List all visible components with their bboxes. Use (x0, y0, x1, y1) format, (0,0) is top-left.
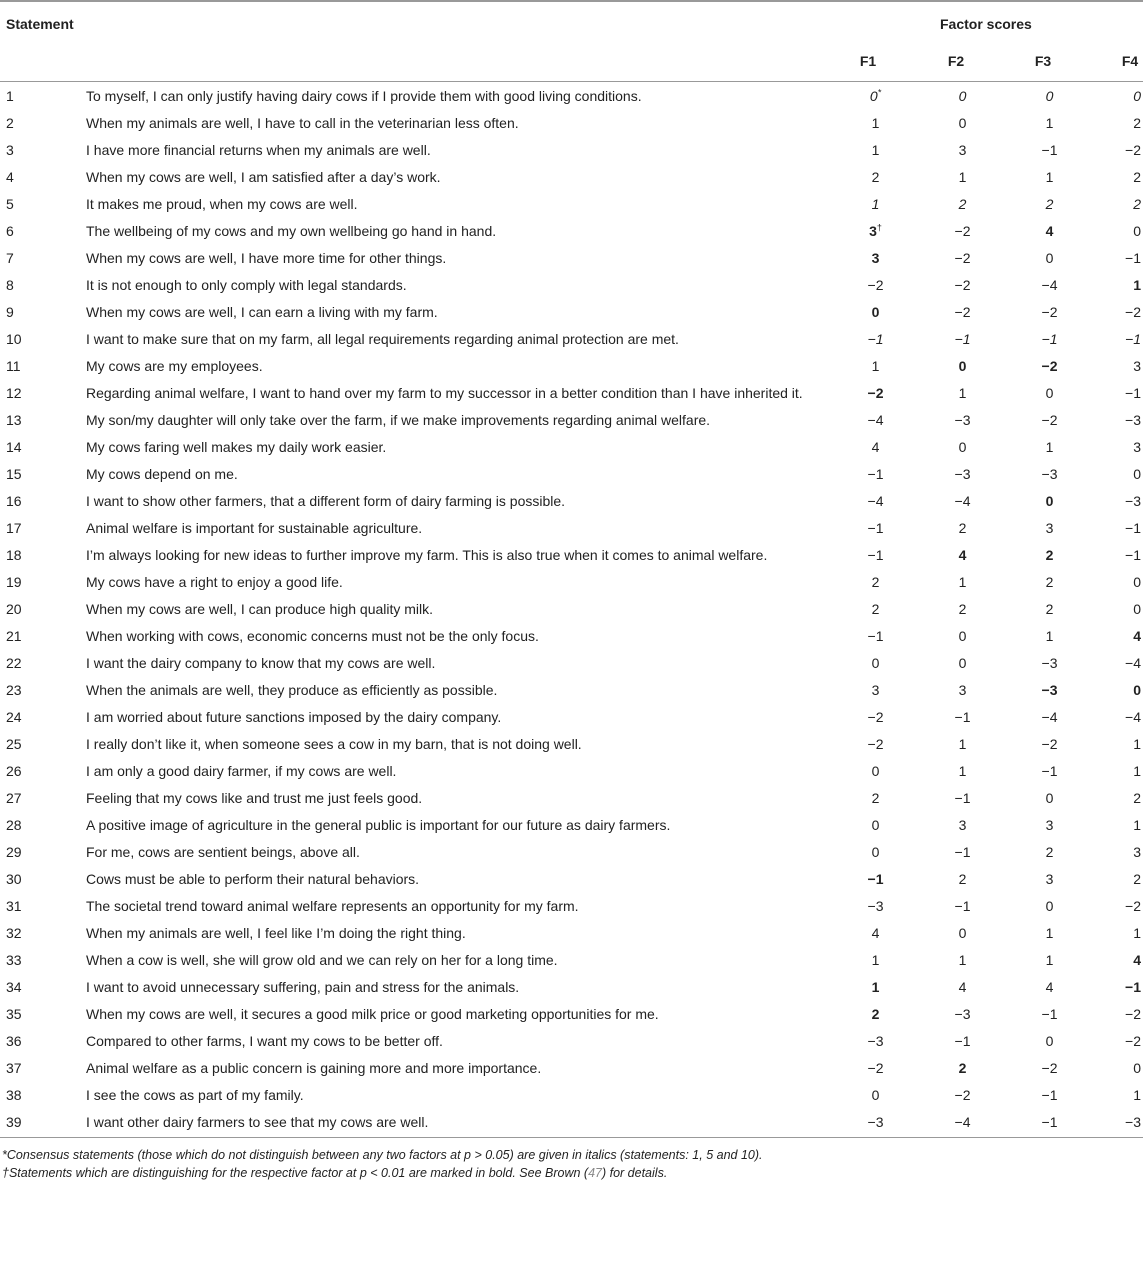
factor-score-f3: −1 (1041, 763, 1058, 779)
factor-score-f1: 0 (871, 763, 880, 779)
factor-score-f2: −3 (954, 412, 971, 428)
factor-score-f3: 0 (1045, 790, 1054, 806)
table-row (0, 1027, 1143, 1054)
table-row (0, 1108, 1143, 1135)
table-row (0, 730, 1143, 757)
factor-score-f2: −1 (954, 1033, 971, 1049)
factor-score-f4: 2 (1133, 115, 1141, 131)
footnote-marker: * (877, 87, 882, 98)
table-row (0, 190, 1143, 217)
statement-text: A positive image of agriculture in the general public is important for our future as dairy farmers. (86, 817, 671, 833)
factor-header-f4: F4 (1121, 53, 1139, 69)
factor-score-f3: 2 (1045, 196, 1054, 212)
factor-score-f2: 1 (958, 169, 967, 185)
statement-text: I want to show other farmers, that a different form of dairy farming is possible. (86, 493, 566, 509)
statement-number: 39 (6, 1114, 22, 1130)
factor-score-f2: −1 (954, 709, 971, 725)
factor-score-f3: −2 (1041, 358, 1058, 374)
factor-score-f4: 4 (1133, 952, 1141, 968)
table-row (0, 541, 1143, 568)
factor-score-f2: 0 (958, 655, 967, 671)
factor-score-f1: 2 (871, 1006, 880, 1022)
footnote-consensus: *Consensus statements (those which do not distinguish between any two factors at p > 0.05) are given in italics (statements: 1, 5 and 10). (2, 1148, 763, 1162)
statement-number: 38 (6, 1087, 22, 1103)
statement-text: When my cows are well, it secures a good milk price or good marketing opportunities for me. (86, 1006, 659, 1022)
statement-number: 27 (6, 790, 22, 806)
factor-score-f2: −2 (954, 304, 971, 320)
factor-score-f4: 1 (1133, 1087, 1141, 1103)
factor-score-f3: 4 (1045, 223, 1054, 239)
factor-score-f4: 0 (1133, 682, 1141, 698)
factor-score-f3: 2 (1045, 601, 1054, 617)
table-row (0, 460, 1143, 487)
statement-text: When my animals are well, I have to call in the veterinarian less often. (86, 115, 519, 131)
statement-number: 20 (6, 601, 22, 617)
factor-header-f1: F1 (859, 53, 877, 69)
statement-text: I am worried about future sanctions imposed by the dairy company. (86, 709, 502, 725)
statement-number: 31 (6, 898, 22, 914)
statement-text: When the animals are well, they produce as efficiently as possible. (86, 682, 498, 698)
factor-score-f1: −2 (867, 709, 884, 725)
statement-text: When my cows are well, I am satisfied after a day’s work. (86, 169, 441, 185)
factor-score-f4: −2 (1125, 1033, 1141, 1049)
factor-score-f3: 3 (1045, 871, 1054, 887)
factor-score-f1: 1 (871, 952, 880, 968)
header-row-1 (0, 2, 1143, 45)
factor-score-f1: −1 (867, 331, 884, 347)
statement-text: Compared to other farms, I want my cows to be better off. (86, 1033, 443, 1049)
factor-header-f2: F2 (947, 53, 965, 69)
table-row (0, 325, 1143, 352)
factor-score-f2: 2 (958, 601, 967, 617)
factor-score-f3: −2 (1041, 304, 1058, 320)
footnote-distinguishing-text: †Statements which are distinguishing for the respective factor at p < 0.01 are marked in bold. See Brown ( (2, 1166, 589, 1180)
table-row (0, 973, 1143, 1000)
statement-text: When my animals are well, I feel like I’m doing the right thing. (86, 925, 466, 941)
statement-number: 28 (6, 817, 22, 833)
statement-number: 26 (6, 763, 22, 779)
table-row (0, 433, 1143, 460)
factor-score-f2: 4 (958, 979, 967, 995)
statement-number: 6 (6, 223, 14, 239)
factor-score-f3: −2 (1041, 412, 1058, 428)
statement-text: Animal welfare as a public concern is gaining more and more importance. (86, 1060, 542, 1076)
factor-score-f1: −1 (867, 520, 884, 536)
factor-score-f3: −4 (1041, 709, 1058, 725)
factor-score-f1: −1 (867, 871, 884, 887)
statement-text: My son/my daughter will only take over the farm, if we make improvements regarding animal welfare. (86, 412, 711, 428)
factor-score-f1: 1 (871, 142, 880, 158)
factor-score-f2: 4 (958, 547, 967, 563)
factor-score-f3: −3 (1041, 682, 1058, 698)
factor-score-f2: 1 (958, 952, 967, 968)
factor-score-f2: 1 (958, 574, 967, 590)
table-row (0, 811, 1143, 838)
table-row (0, 244, 1143, 271)
table-footnotes (0, 1138, 1143, 1182)
factor-score-f3: 4 (1045, 979, 1054, 995)
factor-score-f4: 0 (1133, 88, 1141, 104)
factor-score-f2: 3 (958, 682, 967, 698)
factor-score-f4: −4 (1125, 709, 1141, 725)
statement-number: 13 (6, 412, 22, 428)
factor-score-f1: 1 (871, 979, 880, 995)
factor-score-f3: 0 (1045, 1033, 1054, 1049)
statement-text: Feeling that my cows like and trust me just feels good. (86, 790, 423, 806)
table-row (0, 757, 1143, 784)
statements-table (0, 82, 1143, 1135)
factor-score-f4: −1 (1125, 979, 1141, 995)
table-row (0, 379, 1143, 406)
factor-score-f4: 1 (1133, 736, 1141, 752)
factor-score-f4: 2 (1133, 196, 1141, 212)
statement-text: I want to make sure that on my farm, all legal requirements regarding animal protection are met. (86, 331, 679, 347)
factor-score-f3: 1 (1045, 628, 1054, 644)
statement-number: 37 (6, 1060, 22, 1076)
factor-score-f3: 1 (1045, 952, 1054, 968)
factor-score-f1: 2 (871, 574, 880, 590)
statement-text: When working with cows, economic concerns must not be the only focus. (86, 628, 539, 644)
table-row (0, 946, 1143, 973)
statement-number: 16 (6, 493, 22, 509)
statement-text: When my cows are well, I can earn a living with my farm. (86, 304, 438, 320)
statement-text: The societal trend toward animal welfare represents an opportunity for my farm. (86, 898, 579, 914)
factor-score-f3: 2 (1045, 547, 1054, 563)
table-row (0, 865, 1143, 892)
factor-score-f1: 1 (871, 196, 880, 212)
statement-number: 8 (6, 277, 14, 293)
statement-text: The wellbeing of my cows and my own wellbeing go hand in hand. (86, 223, 497, 239)
table-row (0, 622, 1143, 649)
factor-score-f4: 3 (1133, 844, 1141, 860)
factor-score-f4: 1 (1133, 763, 1141, 779)
factor-score-f2: −3 (954, 1006, 971, 1022)
statement-number: 11 (6, 358, 21, 374)
statement-number: 1 (6, 88, 14, 104)
table-row (0, 82, 1143, 109)
factor-score-f3: 0 (1045, 898, 1054, 914)
factor-score-f3: 2 (1045, 844, 1054, 860)
factor-score-f3: 0 (1045, 385, 1054, 401)
factor-score-f2: −1 (954, 790, 971, 806)
factor-score-f4: −1 (1125, 250, 1141, 266)
factor-score-f2: −2 (954, 277, 971, 293)
table-row (0, 487, 1143, 514)
statement-text: My cows have a right to enjoy a good life. (86, 574, 343, 590)
factor-score-f3: −3 (1041, 655, 1058, 671)
factor-score-f2: −2 (954, 250, 971, 266)
factor-score-f1: 3† (869, 222, 882, 239)
statement-number: 12 (6, 385, 22, 401)
factor-score-f2: −4 (954, 493, 971, 509)
factor-score-f3: −1 (1041, 1006, 1058, 1022)
factor-score-f4: 1 (1133, 277, 1141, 293)
factor-score-f3: 1 (1045, 439, 1054, 455)
factor-score-f4: 4 (1133, 628, 1141, 644)
statement-text: To myself, I can only justify having dairy cows if I provide them with good living conditions. (86, 88, 642, 104)
statement-number: 22 (6, 655, 22, 671)
factor-score-f3: −1 (1041, 331, 1058, 347)
factor-score-f3: 0 (1045, 88, 1054, 104)
statement-number: 4 (6, 169, 14, 185)
statement-number: 24 (6, 709, 22, 725)
factor-score-f2: 1 (958, 385, 967, 401)
factor-score-f3: 3 (1045, 520, 1054, 536)
table-row (0, 676, 1143, 703)
factor-score-f2: −3 (954, 466, 971, 482)
statement-text: Cows must be able to perform their natural behaviors. (86, 871, 420, 887)
factor-score-f1: −4 (867, 493, 884, 509)
statement-number: 9 (6, 304, 14, 320)
statement-number: 25 (6, 736, 22, 752)
statement-text: My cows are my employees. (86, 358, 263, 374)
factor-score-f1: −2 (867, 277, 884, 293)
statement-number: 5 (6, 196, 14, 212)
table-row (0, 271, 1143, 298)
table-row (0, 568, 1143, 595)
factor-score-f1: 0 (871, 817, 880, 833)
factor-score-f3: 1 (1045, 925, 1054, 941)
statement-number: 18 (6, 547, 22, 563)
statement-number: 7 (6, 250, 14, 266)
table-row (0, 1054, 1143, 1081)
footnote-marker: † (876, 222, 882, 233)
statement-number: 3 (6, 142, 14, 158)
factor-score-f4: 2 (1133, 169, 1141, 185)
statement-number: 33 (6, 952, 22, 968)
factor-score-f4: −3 (1125, 1114, 1141, 1130)
table-row (0, 1000, 1143, 1027)
factor-score-f1: 3 (871, 682, 880, 698)
factor-score-f2: 0 (958, 358, 967, 374)
factor-score-f2: 1 (958, 736, 967, 752)
statement-number: 2 (6, 115, 14, 131)
factor-score-f4: −1 (1125, 385, 1141, 401)
statement-number: 15 (6, 466, 22, 482)
factor-score-f3: 2 (1045, 574, 1054, 590)
table-row (0, 136, 1143, 163)
table-row (0, 109, 1143, 136)
factor-score-f4: −2 (1125, 898, 1141, 914)
statement-text: Animal welfare is important for sustainable agriculture. (86, 520, 423, 536)
factor-score-f4: 0 (1133, 223, 1141, 239)
factor-score-f1: −4 (867, 412, 884, 428)
factor-score-f2: 2 (958, 520, 967, 536)
factor-score-f2: 3 (958, 142, 967, 158)
factor-score-f1: 1 (871, 358, 880, 374)
factor-score-f1: 2 (871, 601, 880, 617)
statement-text: When my cows are well, I can produce high quality milk. (86, 601, 434, 617)
factor-score-f2: −2 (954, 1087, 971, 1103)
statement-text: It is not enough to only comply with legal standards. (86, 277, 407, 293)
table-row (0, 352, 1143, 379)
factor-score-f3: 1 (1045, 169, 1054, 185)
factor-score-f1: −1 (867, 547, 884, 563)
statement-number: 17 (6, 520, 22, 536)
factor-score-f2: 3 (958, 817, 967, 833)
statement-number: 30 (6, 871, 22, 887)
statement-number: 23 (6, 682, 22, 698)
statement-text: I want other dairy farmers to see that my cows are well. (86, 1114, 429, 1130)
factor-score-f2: 2 (958, 871, 967, 887)
statement-number: 21 (6, 628, 22, 644)
factor-score-f4: 0 (1133, 601, 1141, 617)
factor-score-f1: −1 (867, 628, 884, 644)
statement-text: I see the cows as part of my family. (86, 1087, 304, 1103)
factor-score-f4: 3 (1133, 439, 1141, 455)
factor-score-f3: −1 (1041, 1087, 1058, 1103)
factor-score-f1: −2 (867, 385, 884, 401)
statement-text: When my cows are well, I have more time for other things. (86, 250, 447, 266)
factor-score-f2: 2 (958, 1060, 967, 1076)
factor-score-f4: −1 (1125, 331, 1141, 347)
factor-score-f1: 1 (871, 115, 880, 131)
factor-score-f4: −1 (1125, 520, 1141, 536)
factor-score-f4: 0 (1133, 574, 1141, 590)
factor-score-f4: −3 (1125, 412, 1141, 428)
factor-header-f3: F3 (1034, 53, 1052, 69)
footnote-distinguishing (2, 1164, 1143, 1182)
factor-score-f3: −2 (1041, 1060, 1058, 1076)
factor-score-f1: 0 (871, 844, 880, 860)
statement-text: My cows depend on me. (86, 466, 238, 482)
table-row (0, 838, 1143, 865)
factor-score-f4: −2 (1125, 142, 1141, 158)
factor-score-f4: 2 (1133, 790, 1141, 806)
statement-text: I really don’t like it, when someone sees a cow in my barn, that is not doing well. (86, 736, 582, 752)
table-row (0, 703, 1143, 730)
factor-score-f2: 0 (958, 439, 967, 455)
statement-text: I am only a good dairy farmer, if my cows are well. (86, 763, 397, 779)
statement-number: 32 (6, 925, 22, 941)
factor-score-f2: −1 (954, 844, 971, 860)
factor-score-f3: −3 (1041, 466, 1058, 482)
statement-number: 19 (6, 574, 22, 590)
factor-score-f2: 0 (958, 115, 967, 131)
statement-text: My cows faring well makes my daily work easier. (86, 439, 387, 455)
factor-score-f1: 4 (871, 439, 880, 455)
table-row (0, 919, 1143, 946)
factor-score-f3: −1 (1041, 1114, 1058, 1130)
statement-number: 14 (6, 439, 22, 455)
factor-score-f3: 1 (1045, 115, 1054, 131)
factor-score-f4: 0 (1133, 466, 1141, 482)
statement-number: 34 (6, 979, 22, 995)
factor-score-f2: 2 (958, 196, 967, 212)
factor-score-f1: 0* (869, 87, 882, 104)
factor-score-f1: −2 (867, 1060, 884, 1076)
header-row-2 (0, 45, 1143, 81)
factor-score-f4: −2 (1125, 304, 1141, 320)
table-row (0, 595, 1143, 622)
statement-text: I want to avoid unnecessary suffering, pain and stress for the animals. (86, 979, 520, 995)
table-row (0, 406, 1143, 433)
factor-score-f3: 0 (1045, 250, 1054, 266)
table-row (0, 649, 1143, 676)
factor-score-f1: 0 (871, 655, 880, 671)
factor-score-f3: −1 (1041, 142, 1058, 158)
factor-score-f3: −2 (1041, 736, 1058, 752)
reference-link-47[interactable]: 47 (588, 1166, 602, 1180)
factor-score-f1: 3 (871, 250, 880, 266)
statement-number: 36 (6, 1033, 22, 1049)
factor-score-f1: 2 (871, 169, 880, 185)
factor-scores-header: Factor scores (940, 16, 1032, 32)
factor-score-f3: −4 (1041, 277, 1058, 293)
factor-score-f1: −1 (867, 466, 884, 482)
factor-score-f1: −3 (867, 1033, 884, 1049)
table-row (0, 514, 1143, 541)
statement-text: When a cow is well, she will grow old and we can rely on her for a long time. (86, 952, 558, 968)
factor-score-f2: 0 (958, 925, 967, 941)
factor-score-f4: 1 (1133, 925, 1141, 941)
factor-score-f4: 2 (1133, 871, 1141, 887)
footnote-distinguishing-tail: ) for details. (601, 1166, 668, 1180)
factor-score-f2: 1 (958, 763, 967, 779)
statement-text: I have more financial returns when my animals are well. (86, 142, 431, 158)
statement-number: 29 (6, 844, 22, 860)
factor-score-f1: 0 (871, 1087, 880, 1103)
factor-score-f2: −4 (954, 1114, 971, 1130)
factor-score-f1: 4 (871, 925, 880, 941)
factor-score-f4: 0 (1133, 1060, 1141, 1076)
factor-score-f1: 2 (871, 790, 880, 806)
statement-number: 35 (6, 1006, 22, 1022)
factor-score-f4: 3 (1133, 358, 1141, 374)
factor-score-f2: −2 (954, 223, 971, 239)
table-row (0, 217, 1143, 244)
table-row (0, 1081, 1143, 1108)
factor-score-f1: 0 (871, 304, 880, 320)
factor-score-f4: −2 (1125, 1006, 1141, 1022)
statement-number: 10 (6, 331, 22, 347)
table-row (0, 163, 1143, 190)
statement-text: Regarding animal welfare, I want to hand over my farm to my successor in a better condition than I have inherited it. (86, 385, 803, 401)
factor-score-f4: 1 (1133, 817, 1141, 833)
table-row (0, 784, 1143, 811)
factor-score-f4: −4 (1125, 655, 1141, 671)
factor-score-f3: 0 (1045, 493, 1054, 509)
table-row (0, 298, 1143, 325)
factor-score-f1: −2 (867, 736, 884, 752)
statement-text: It makes me proud, when my cows are well. (86, 196, 358, 212)
statement-text: For me, cows are sentient beings, above all. (86, 844, 360, 860)
factor-score-f1: −3 (867, 1114, 884, 1130)
statement-header: Statement (6, 16, 74, 32)
factor-score-f4: −3 (1125, 493, 1141, 509)
factor-score-f2: −1 (954, 898, 971, 914)
factor-score-f2: −1 (954, 331, 971, 347)
table-row (0, 892, 1143, 919)
factor-score-f3: 3 (1045, 817, 1054, 833)
statements-table-body (0, 82, 1143, 1135)
factor-score-f1: −3 (867, 898, 884, 914)
statement-text: I want the dairy company to know that my cows are well. (86, 655, 436, 671)
statement-text: I’m always looking for new ideas to further improve my farm. This is also true when it comes to animal welfare. (86, 547, 768, 563)
factor-score-f2: 0 (958, 88, 967, 104)
factor-score-f4: −1 (1125, 547, 1141, 563)
factor-score-f2: 0 (958, 628, 967, 644)
